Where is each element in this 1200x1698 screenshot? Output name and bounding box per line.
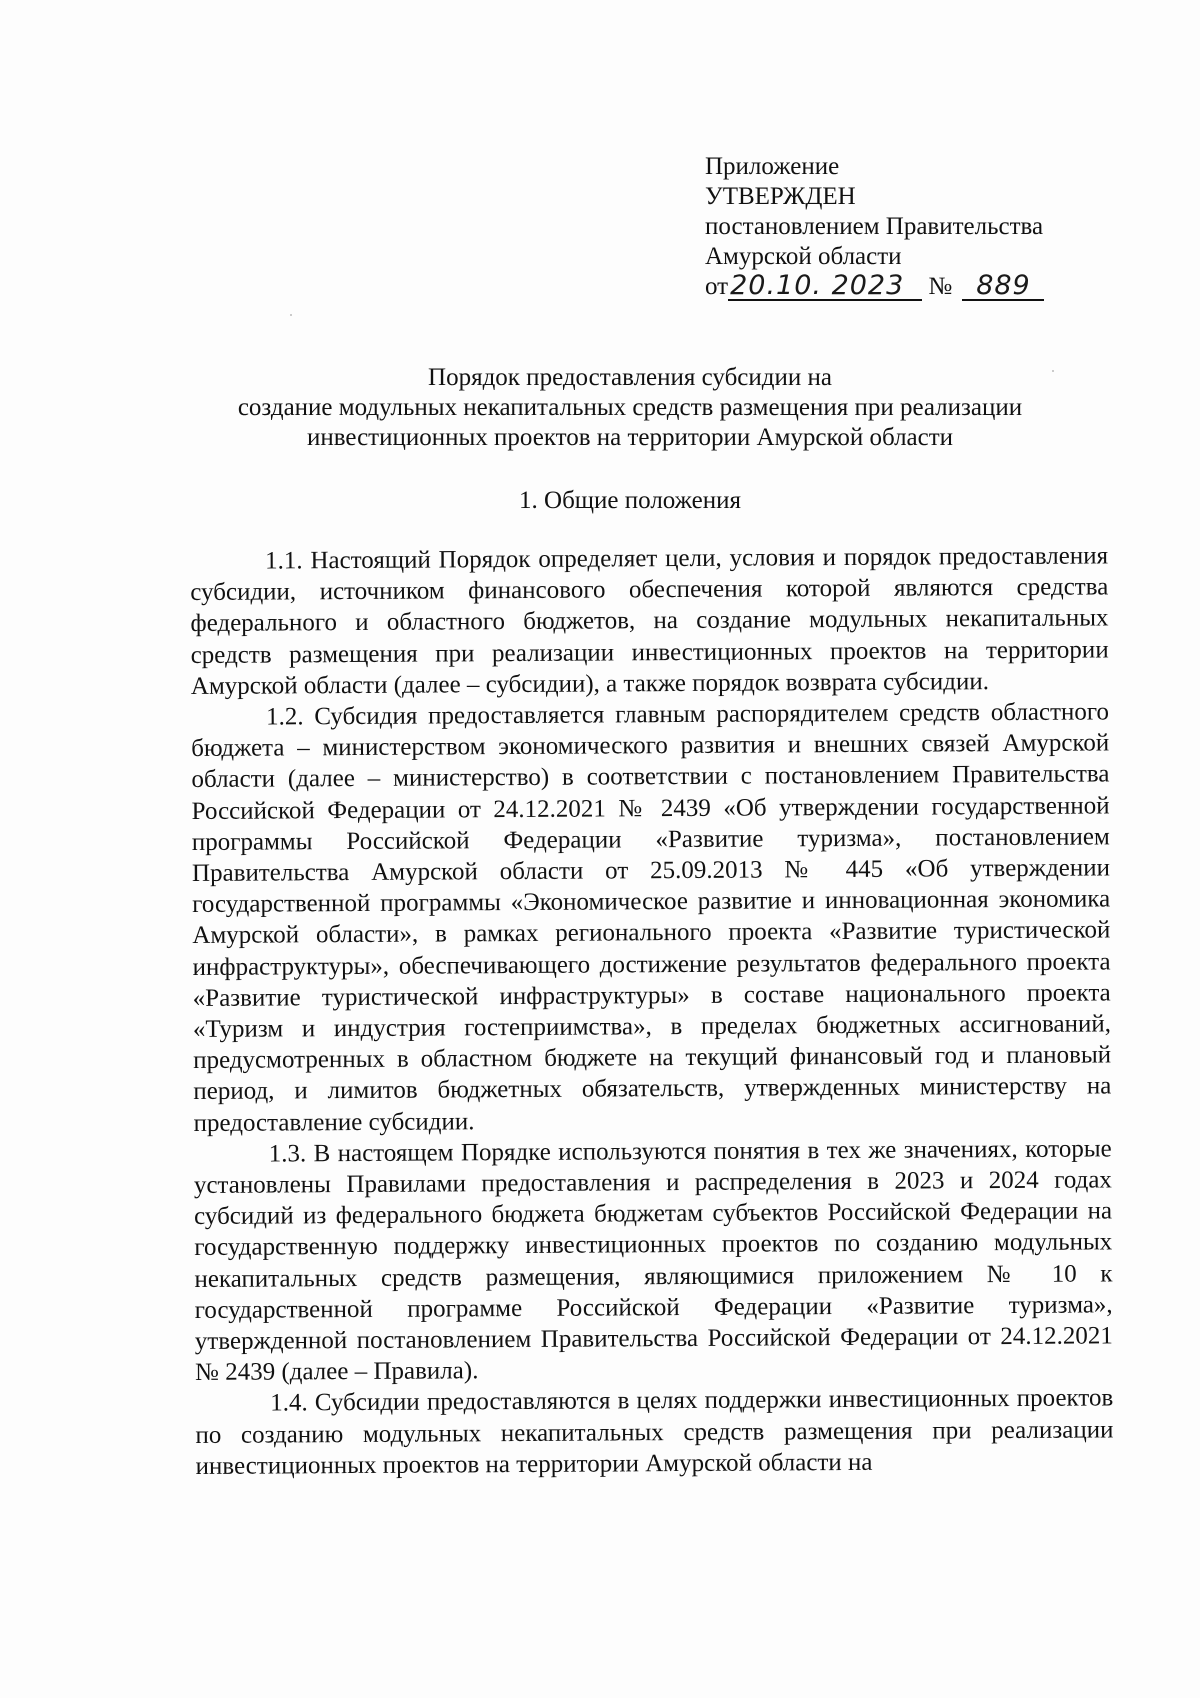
scan-artifact: [1052, 370, 1054, 372]
document-title: [180, 363, 1080, 453]
approval-block: [705, 152, 1105, 302]
title-line-3: инвестиционных проектов на территории Амурской области: [306, 424, 954, 451]
scan-artifact: [290, 314, 292, 316]
approval-date-line: [705, 272, 1105, 302]
date-prefix: от: [705, 273, 729, 300]
section-heading: 1. Общие положения: [519, 487, 741, 514]
paragraph-1-1: 1.1. Настоящий Порядок определяет цели, условия и порядок предоставления субсидии, источником финансового обеспечения которой являются средства федерального и областного бюджетов, на создание модульных некапитальных средств размещения при реализации инвестиционных проектов на территории Амурской области (далее – субсидии), а также порядок возврата субсидии.: [190, 542, 1109, 700]
title-line-1: Порядок предоставления субсидии на: [428, 364, 832, 391]
document-body: [190, 540, 1114, 1482]
number-sign: №: [928, 273, 953, 300]
approval-approved-label: УТВЕРЖДЕН: [705, 183, 856, 210]
paragraph-1-4: 1.4. Субсидии предоставляются в целях поддержки инвестиционных проектов по созданию модульных некапитальных средств размещения при реализации инвестиционных проектов на территории Амурской области на: [195, 1384, 1114, 1480]
handwritten-date: 20.10. 2023: [728, 273, 922, 301]
approval-attachment-label: Приложение: [705, 153, 840, 180]
title-line-2: создание модульных некапитальных средств размещения при реализации: [237, 394, 1023, 421]
approval-decree-label: постановлением Правительства: [705, 213, 1044, 240]
paragraph-1-3: 1.3. В настоящем Порядке используются понятия в тех же значениях, которые установлены Правилами предоставления и распределения в 2023 и 2024 годах субсидий из федерального бюджета бюджетам субъектов Российской Федерации на государственную поддержку инвестиционных проектов по созданию модульных некапитальных средств размещения, являющимися приложением № 10 к государственной программе Российской Федерации «Развитие туризма», утвержденной постановлением Правительства Российской Федерации от 24.12.2021 № 2439 (далее – Правила).: [193, 1135, 1113, 1387]
handwritten-number: 889: [962, 273, 1044, 301]
paragraph-1-2: 1.2. Субсидия предоставляется главным распорядителем средств областного бюджета – министерством экономического развития и внешних связей Амурской области (далее – министерство) в соответствии с постановлением Правительства Российской Федерации от 24.12.2021 № 2439 «Об утверждении государственной программы Российской Федерации «Развитие туризма», постановлением Правительства Амурской области от 25.09.2013 № 445 «Об утверждении государственной программы «Экономическое развитие и инновационная экономика Амурской области», в рамках регионального проекта «Развитие туристической инфраструктуры», обеспечивающего достижение результатов федерального проекта «Развитие туристической инфраструктуры» в составе национального проекта «Туризм и индустрия гостеприимства», в пределах бюджетных ассигнований, предусмотренных в областном бюджете на текущий финансовый год и плановый период, и лимитов бюджетных обязательств, утвержденных министерству на предоставление субсидии.: [191, 698, 1112, 1137]
approval-region-label: Амурской области: [705, 243, 902, 270]
